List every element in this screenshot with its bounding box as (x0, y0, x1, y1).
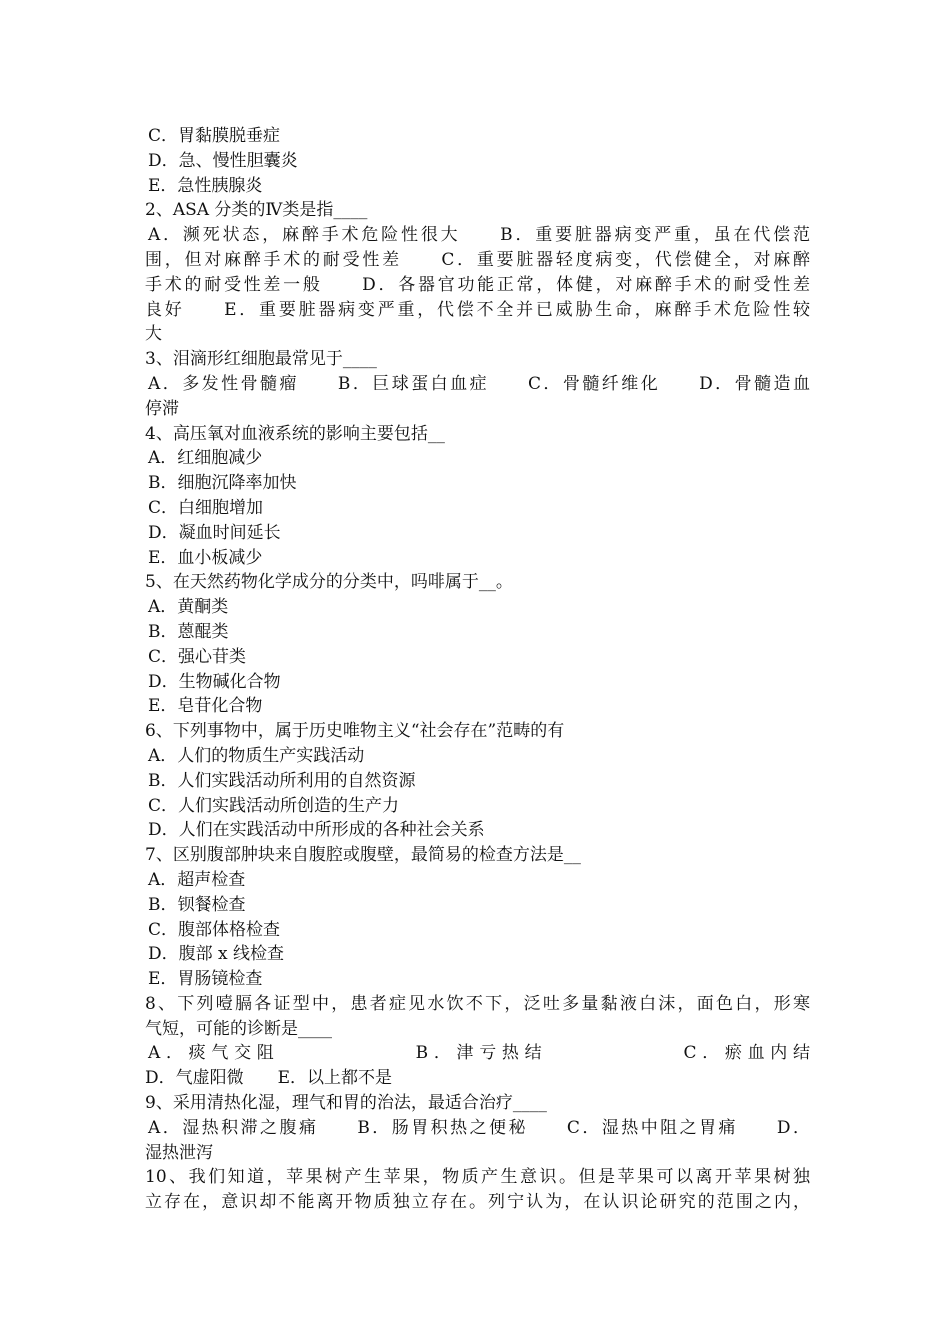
text-line: 4、高压氧对血液系统的影响主要包括__ (145, 423, 445, 444)
option-line: C．强心苷类 (148, 646, 247, 667)
option-line: B．钡餐检查 (148, 894, 246, 915)
text-line: 9、采用清热化湿，理气和胃的治法，最适合治疗____ (145, 1093, 547, 1114)
text-line: 3、泪滴形红细胞最常见于____ (145, 349, 377, 370)
text-line: D．气虚阳微 E．以上都不是 (145, 1068, 393, 1089)
option-line: C．胃黏膜脱垂症 (148, 126, 281, 146)
option-line: E．皂苷化合物 (148, 696, 263, 717)
text-line: 立存在，意识却不能离开物质独立存在。列宁认为，在认识论研究的范围之内， (145, 1192, 810, 1213)
text-line: 10、我们知道，苹果树产生苹果，物质产生意识。但是苹果可以离开苹果树独 (145, 1167, 810, 1188)
option-line: A．红细胞减少 (148, 448, 263, 469)
option-line: B．细胞沉降率加快 (148, 473, 297, 494)
option-line: A．濒死状态，麻醉手术危险性很大 B．重要脏器病变严重，虽在代偿范 (148, 225, 810, 246)
option-line: A．湿热积滞之腹痛 B．肠胃积热之便秘 C．湿热中阻之胃痛 D． (148, 1117, 810, 1138)
text-line: 气短，可能的诊断是____ (145, 1018, 332, 1039)
option-line: D．凝血时间延长 (148, 522, 281, 543)
text-line: 8、下列噎膈各证型中，患者症见水饮不下，泛吐多量黏液白沫，面色白，形寒 (145, 993, 810, 1014)
text-line: 2、ASA 分类的Ⅳ类是指____ (145, 200, 368, 221)
option-line: A．多发性骨髓瘤 B．巨球蛋白血症 C．骨髓纤维化 D．骨髓造血 (148, 373, 810, 394)
option-line: D．人们在实践活动中所形成的各种社会关系 (148, 820, 485, 841)
option-line: A．黄酮类 (148, 597, 229, 618)
text-line: 大 (145, 324, 162, 345)
option-line: E．血小板减少 (148, 547, 263, 568)
text-line: 手术的耐受性差一般 D．各器官功能正常，体健，对麻醉手术的耐受性差 (145, 274, 810, 295)
option-line: A．超声检查 (148, 869, 246, 890)
option-line: E．急性胰腺炎 (148, 175, 263, 196)
text-line: 停滞 (145, 398, 179, 419)
option-line: A．人们的物质生产实践活动 (148, 745, 365, 766)
text-line: 围，但对麻醉手术的耐受性差 C．重要脏器轻度病变，代偿健全，对麻醉 (145, 249, 810, 270)
text-line: 湿热泄泻 (145, 1142, 213, 1163)
option-line: A．痰气交阻 B．津亏热结 C．瘀血内结 (148, 1043, 810, 1064)
option-line: B．蒽醌类 (148, 621, 229, 642)
text-line: 6、下列事物中，属于历史唯物主义“社会存在”范畴的有 (145, 721, 565, 742)
option-line: C．腹部体格检查 (148, 919, 281, 940)
option-line: B．人们实践活动所利用的自然资源 (148, 770, 416, 791)
text-line: 良好 E．重要脏器病变严重，代偿不全并已威胁生命，麻醉手术危险性较 (145, 299, 810, 320)
option-line: C．白细胞增加 (148, 497, 264, 518)
option-line: D．腹部 x 线检查 (148, 944, 285, 965)
document-page (145, 124, 810, 1215)
option-line: D．生物碱化合物 (148, 671, 281, 692)
option-line: E．胃肠镜检查 (148, 969, 263, 990)
text-line: 7、区别腹部肿块来自腹腔或腹壁，最简易的检查方法是__ (145, 845, 581, 866)
text-line: 5、在天然药物化学成分的分类中，吗啡属于__。 (145, 572, 513, 593)
option-line: D．急、慢性胆囊炎 (148, 150, 298, 171)
option-line: C．人们实践活动所创造的生产力 (148, 795, 400, 816)
